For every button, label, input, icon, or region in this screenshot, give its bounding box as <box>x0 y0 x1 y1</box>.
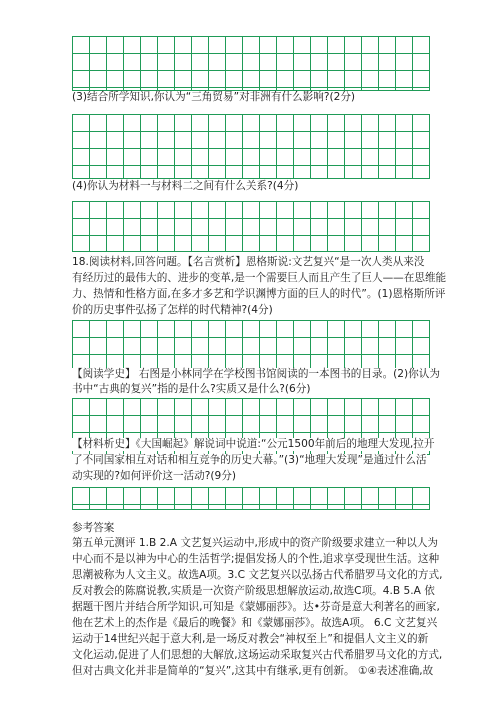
question-4: (4)你认为材料一与材料二之间有什么关系?(4分) <box>72 180 299 192</box>
question-18-line-4: 价的历史事件弘扬了怎样的时代精神?(4分) <box>72 304 273 316</box>
answers-line-8: 文化运动,促进了人们思想的大解放,这场运动采取复兴古代希腊罗马文化的方式, <box>72 649 443 661</box>
material-section-line-3: 动实现的?如何评价这一活动?(9分) <box>72 470 236 482</box>
answer-grid-q4[interactable] <box>72 201 430 252</box>
answers-line-1: 第五单元测评 1.B 2.A 文艺复兴运动中,形成中的资产阶级要求建立一种以人为 <box>72 537 439 549</box>
question-18-line-2: 有经历过的最伟大的、进步的变革,是一个需要巨人而且产生了巨人——在思维能 <box>72 272 447 284</box>
question-3: (3)结合所学知识,你认为“三角贸易”对非洲有什么影响?(2分) <box>72 91 356 103</box>
answers-title: 参考答案 <box>72 522 115 534</box>
answers-line-6: 他在艺术上的杰作是《最后的晚餐》和《蒙娜丽莎》。故选A项。 6.C 文艺复兴 <box>72 617 438 629</box>
answers-line-3: 思潮被称为人文主义。故选A项。3.C 文艺复兴以弘扬古代希腊罗马文化的方式, <box>72 569 443 581</box>
material-section-line-2: 了不同国家相互对话和相互竞争的历史大幕。”(3)“地理大发现”是通过什么活 <box>72 454 427 466</box>
answers-line-4: 反对教会的陈腐说教,实质是一次资产阶级思想解放运动,故选C项。4.B 5.A 依 <box>72 585 435 597</box>
answers-line-2: 中心而不是以神为中心的生活哲学;提倡发扬人的个性,追求享受现世生活。这种 <box>72 553 440 565</box>
answer-grid-material[interactable] <box>72 487 430 510</box>
answers-line-7: 运动于14世纪兴起于意大利,是一场反对教会“神权至上”和提倡人文主义的新 <box>72 633 429 645</box>
material-section-line-1: 【材料析史】《大国崛起》解说词中说道:“公元1500年前后的地理大发现,拉开 <box>72 438 435 450</box>
reading-section-line-2: 书中“古典的复兴”指的是什么?实质又是什么?(6分) <box>72 383 311 395</box>
answer-grid-q3[interactable] <box>72 114 430 179</box>
answers-line-9: 但对古典文化并非是简单的“复兴”,这其中有继承,更有创新。 ①④表述准确,故 <box>72 665 434 677</box>
reading-section-line-1: 【阅读学史】 右图是小林同学在学校图书馆阅读的一本图书的目录。(2)你认为 <box>72 368 440 380</box>
question-18-line-3: 力、热情和性格方面,在多才多艺和学识渊博方面的巨人的时代”。(1)恩格斯所评 <box>72 288 446 300</box>
question-18-line-1: 18.阅读材料,回答问题。【名言赏析】恩格斯说:文艺复兴“是一次人类从来没 <box>72 256 425 268</box>
answers-line-5: 据题干图片并结合所学知识,可知是《蒙娜丽莎》。达•芬奇是意大利著名的画家, <box>72 601 440 613</box>
answer-grid-top[interactable] <box>72 36 430 91</box>
